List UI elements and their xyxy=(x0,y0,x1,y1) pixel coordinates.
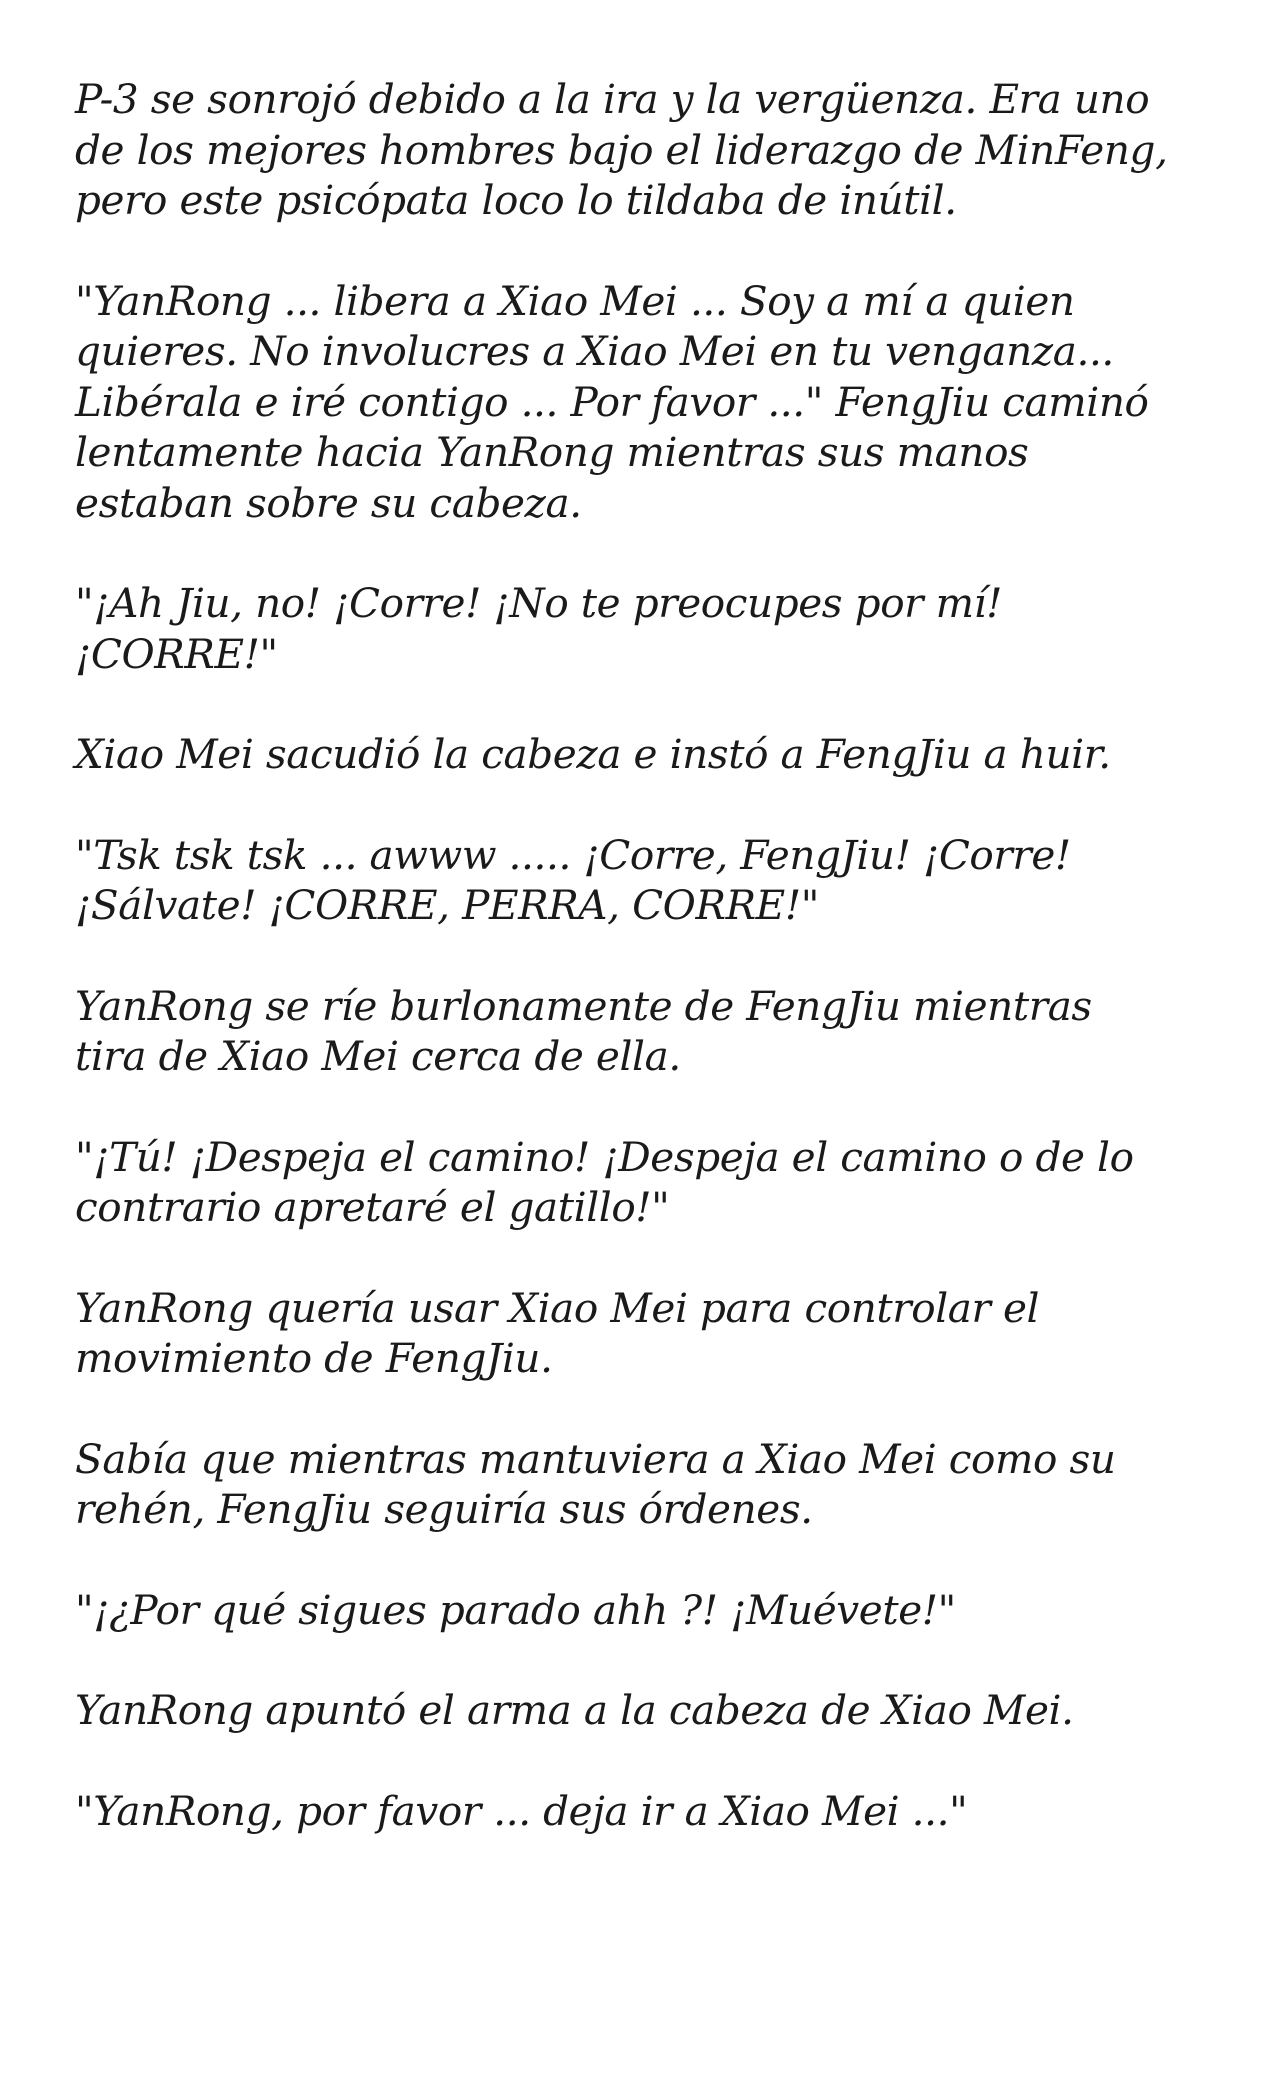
paragraph: YanRong se ríe burlonamente de FengJiu mientras tira de Xiao Mei cerca de ella. xyxy=(75,981,1092,1080)
paragraph: "¡Ah Jiu, no! ¡Corre! ¡No te preocupes por mí! ¡CORRE!" xyxy=(75,579,1003,678)
paragraph: "Tsk tsk tsk ... awww ..... ¡Corre, FengJiu! ¡Corre! ¡Sálvate! ¡CORRE, PERRA, CORRE!" xyxy=(75,830,1071,929)
paragraph: YanRong apuntó el arma a la cabeza de Xiao Mei. xyxy=(75,1686,1074,1734)
paragraph: "YanRong, por favor ... deja ir a Xiao Mei ..." xyxy=(75,1786,968,1835)
paragraph: YanRong quería usar Xiao Mei para controlar el movimiento de FengJiu. xyxy=(75,1283,1040,1382)
paragraph: Sabía que mientras mantuviera a Xiao Mei como su rehén, FengJiu seguiría sus órdenes. xyxy=(75,1434,1116,1533)
paragraph: P-3 se sonrojó debido a la ira y la vergüenza. Era uno de los mejores hombres bajo el liderazgo de MinFeng, pero este psicópata loco lo tildaba de inútil. xyxy=(75,75,1168,224)
paragraph: "¡Tú! ¡Despeja el camino! ¡Despeja el camino o de lo contrario apretaré el gatillo!" xyxy=(75,1132,1134,1231)
paragraph: "YanRong ... libera a Xiao Mei ... Soy a mí a quien quieres. No involucres a Xiao Mei en tu venganza... Libérala e iré contigo ... Por favor ..." FengJiu caminó lentamente hacia YanRong mientras sus manos estaban sobre su cabeza. xyxy=(75,276,1149,527)
paragraph: "¡¿Por qué sigues parado ahh ?! ¡Muévete!" xyxy=(75,1585,956,1634)
paragraph: Xiao Mei sacudió la cabeza e instó a FengJiu a huir. xyxy=(75,730,1111,778)
